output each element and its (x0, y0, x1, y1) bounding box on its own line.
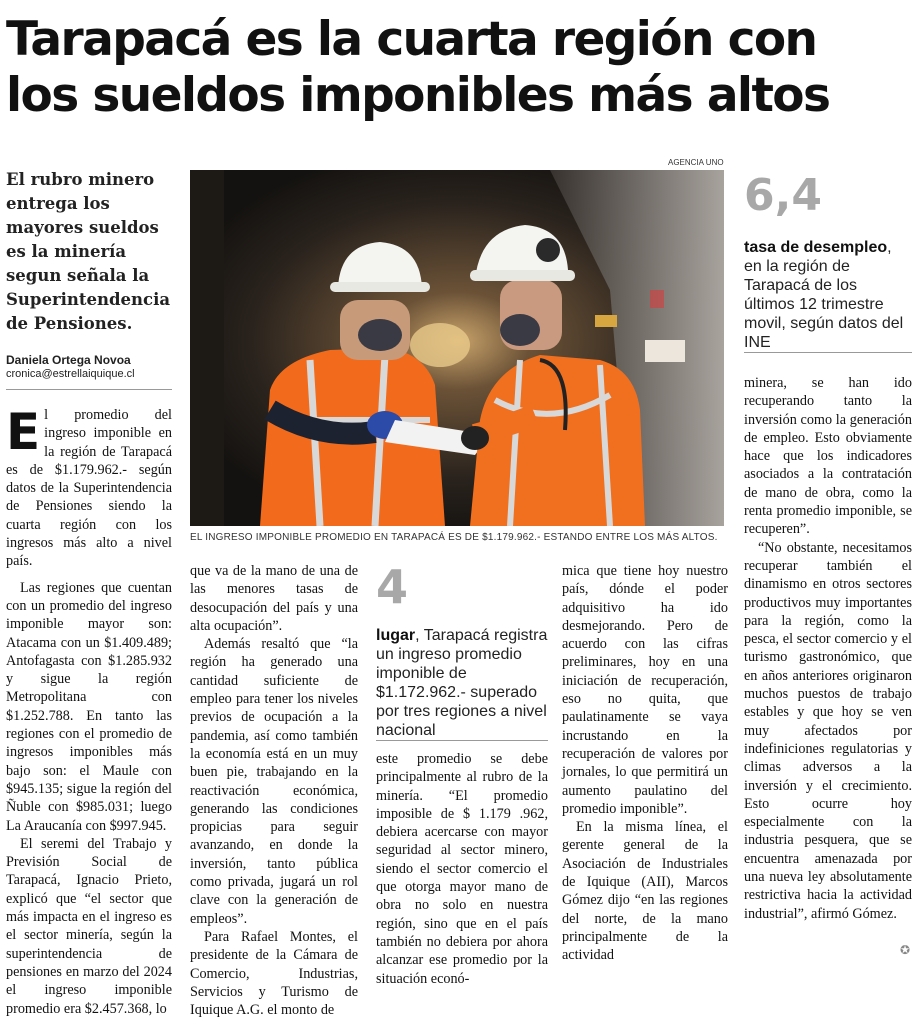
paragraph: Las regiones que cuentan con un promedio del ingreso imponible mayor son: Atacama con un $1.409.489; Antofagasta con $1.285.932 y sigue la región Metropolitana con $1.252.788. En tanto las regiones con el promedio de ingresos imponibles más bajo son: el Maule con $945.135; sigue la región del Ñuble con $985.031; luego La Araucanía con $997.945. (6, 579, 172, 834)
headline-line-1: Tarapacá es la cuarta región con (6, 12, 817, 67)
body-column-3 (376, 750, 548, 988)
photo-caption: EL INGRESO IMPONIBLE PROMEDIO EN TARAPACÁ ES DE $1.179.962.- ESTANDO ENTRE LOS MÁS ALTOS. (190, 532, 718, 543)
byline-email[interactable]: cronica@estrellaiquique.cl (6, 368, 135, 380)
unemployment-stat-bold: tasa de desempleo (744, 239, 888, 256)
paragraph: que va de la mano de una de las menores tasas de desocupación del país y una alta ocupación”. (190, 563, 358, 634)
headline-line-2: los sueldos imponibles más altos (6, 68, 830, 123)
unemployment-rate-number: 6,4 (744, 170, 822, 221)
photo-illustration (190, 170, 724, 526)
paragraph: “No obstante, necesitamos recuperar también el dinamismo en otros sectores productivos muy importantes para la región, como la pesca, el sector comercio y el turismo gastronómico, que en años anteriores originaron muchos puestos de trabajo estables y que hoy se ven muy afectados por indefiniciones regulatorias y climas adversos a la inversión y el crecimiento. Esto ocurre hoy especialmente con la industria pesquera, que se encuentra amenazada por una nueva ley absolutamente restrictiva hacia la actividad industrial”, afirmó Gómez. (744, 539, 912, 922)
headline (6, 12, 910, 124)
paragraph: El seremi del Trabajo y Previsión Social de Tarapacá, Ignacio Prieto, explicó que “el sector que más impacta en el ingreso es el sector minería, según la superintendencia de pensiones en marzo del 2024 el ingreso imponible promedio era $2.457.368, lo (6, 835, 172, 1017)
photo-credit: AGENCIA UNO (668, 158, 724, 167)
rank-stat-text (376, 626, 548, 740)
paragraph: minera, se han ido recuperando tanto la inversión como la generación de empleo. Esto obviamente hace que los indicadores asociados a la contratación de mano de obra, como la renta promedio imponible, se recuperen”. (744, 375, 912, 538)
paragraph: mica que tiene hoy nuestro país, dónde el poder adquisitivo ha ido desmejorando. Pero de acuerdo con las cifras preliminares, hoy en una iniciación de recuperación, eso no quita, que paulatinamente se vaya incrustando en la recuperación de valores por jornales, lo que permitirá un aumento paulatino del promedio imponible”. (562, 563, 728, 817)
paragraph: Para Rafael Montes, el presidente de la Cámara de Comercio, Industrias, Servicios y Turismo de Iquique A.G. el monto de (190, 928, 358, 1019)
byline-divider (6, 389, 172, 390)
rank-divider (376, 740, 548, 741)
rank-stat-bold: lugar (376, 627, 416, 644)
paragraph: Además resaltó que “la región ha generado una cantidad suficiente de empleo para tener los niveles previos de ocupación a la pandemia, así como también la economía está en un muy buen pie, trabajando en la reactivación económica, generando las condiciones propicias para seguir avanzando, en donde la inversión, tanto pública como privada, jugará un rol clave con la generación de empleos”. (190, 636, 358, 927)
mine-workers-photo (190, 170, 724, 526)
body-column-4 (562, 562, 728, 965)
body-column-1 (6, 403, 172, 1018)
end-mark-icon: ✪ (900, 943, 911, 957)
body-column-5 (744, 374, 912, 923)
drop-cap: E (6, 403, 41, 461)
paragraph: El promedio del ingreso imponible en la región de Tarapacá es de $1.179.962.- según datos de la Superintendencia de Pensiones siendo la cuarta región con los ingresos más alto a nivel país. (6, 403, 172, 570)
paragraph: este promedio se debe principalmente al rubro de la minería. “El promedio imposible de $ 1.179 .962, debiera acercarse con mayor seguridad al sector minero, siendo el sector comercio el que otorga mayor mano de obra no solo en nuestra región, sino que en el país también no debiera por ahora alcanzar ese promedio por la situación econó- (376, 751, 548, 987)
paragraph: En la misma línea, el gerente general de la Asociación de Industriales de Iquique (AII), Marcos Gómez dijo “en las regiones del norte, de la mano principalmente de la actividad (562, 819, 728, 964)
body-column-2 (190, 562, 358, 1019)
stat-divider (744, 352, 912, 353)
unemployment-stat-body: , en la región de Tarapacá de los últimos 12 trimestre movil, según datos del INE (744, 239, 904, 351)
rank-number: 4 (376, 560, 409, 614)
byline-author: Daniela Ortega Novoa (6, 353, 131, 367)
rank-stat-body: , Tarapacá registra un ingreso promedio imponible de $1.172.962.- superado por tres regiones a nivel nacional (376, 627, 548, 739)
lead-paragraph: El rubro minero entrega los mayores sueldos es la minería segun señala la Superintendencia de Pensiones. (6, 170, 171, 333)
unemployment-stat-text (744, 238, 912, 352)
